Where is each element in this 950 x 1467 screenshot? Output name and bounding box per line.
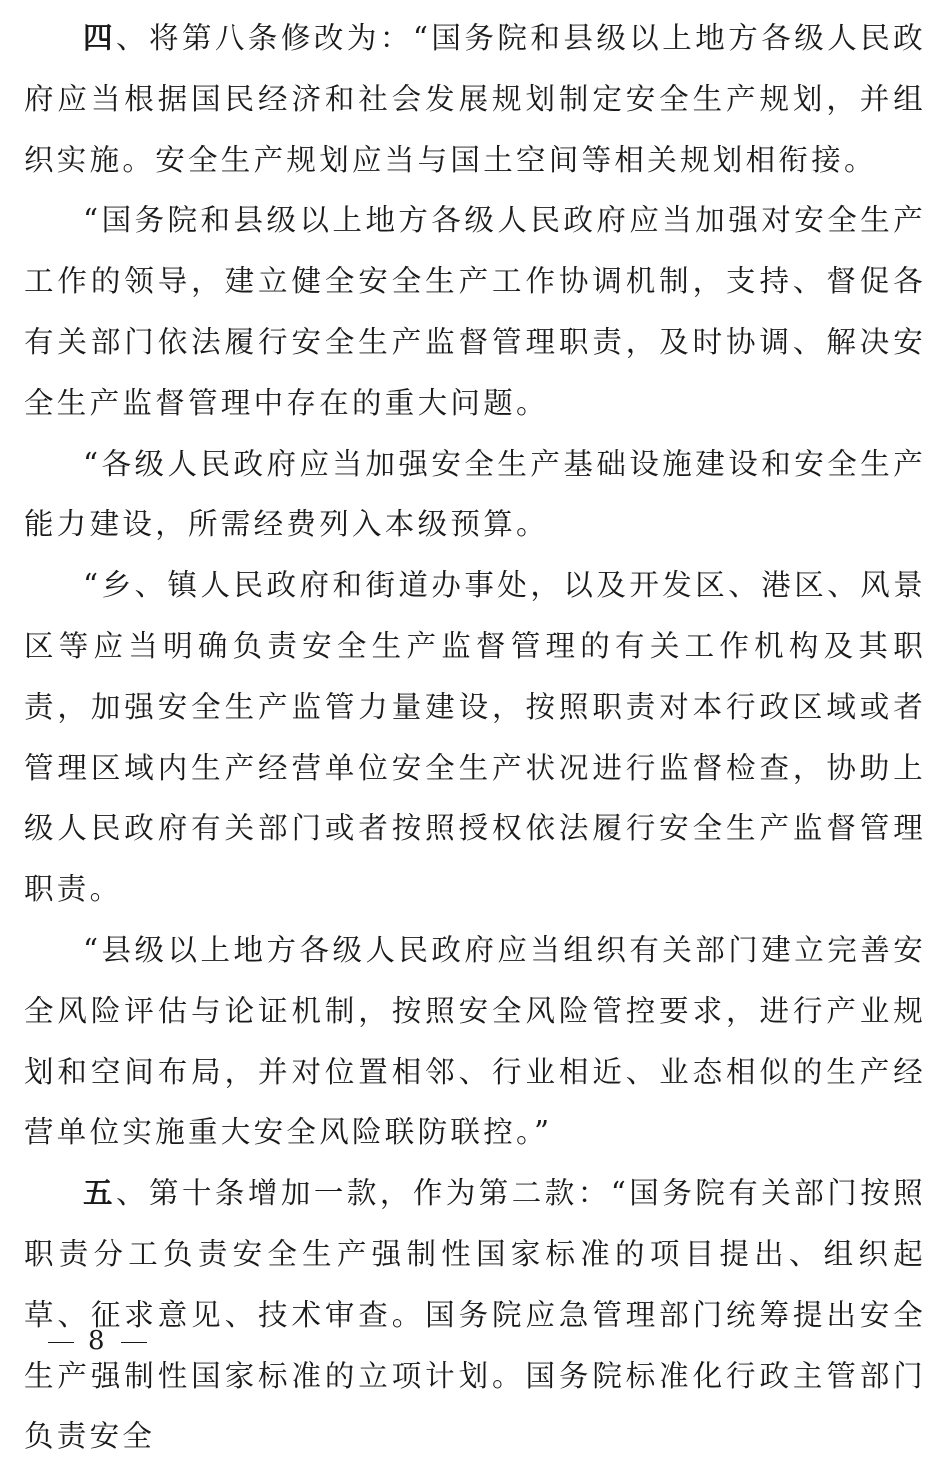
paragraph <box>24 190 926 433</box>
footer-dash-left <box>48 1342 74 1343</box>
paragraph-lead: 四 <box>83 21 116 55</box>
paragraph-lead: 五 <box>83 1176 116 1211</box>
page-footer <box>48 1326 147 1356</box>
paragraph-text: “各级人民政府应当加强安全生产基础设施建设和安全生产能力建设，所需经费列入本级预算。 <box>24 446 926 542</box>
footer-dash-right <box>121 1342 147 1343</box>
paragraph-text: “乡、镇人民政府和街道办事处，以及开发区、港区、风景区等应当明确负责安全生产监督管理的有关工作机构及其职责，加强安全生产监管力量建设，按照职责对本行政区域或者管理区域内生产经营单位安全生产状况进行监督检查，协助上级人民政府有关部门或者按照授权依法履行安全生产监督管理职责。 <box>24 568 926 907</box>
paragraph-text: “国务院和县级以上地方各级人民政府应当加强对安全生产工作的领导，建立健全安全生产工作协调机制，支持、督促各有关部门依法履行安全生产监督管理职责，及时协调、解决安全生产监督管理中存在的重大问题。 <box>24 203 926 420</box>
paragraph-text: 、第十条增加一款，作为第二款：“国务院有关部门按照职责分工负责安全生产强制性国家标准的项目提出、组织起草、征求意见、技术审查。国务院应急管理部门统筹提出安全生产强制性国家标准的立项计划。国务院标准化行政主管部门负责安全 <box>24 1176 926 1454</box>
paragraph-text: “县级以上地方各级人民政府应当组织有关部门建立完善安全风险评估与论证机制，按照安全风险管控要求，进行产业规划和空间布局，并对位置相邻、行业相近、业态相似的生产经营单位实施重大安全风险联防联控。” <box>24 932 926 1150</box>
document-body <box>24 0 926 1467</box>
paragraph <box>24 434 926 556</box>
paragraph-article-4 <box>24 8 926 190</box>
paragraph-article-5 <box>24 1163 926 1467</box>
paragraph-text: 、将第八条修改为：“国务院和县级以上地方各级人民政府应当根据国民经济和社会发展规划制定安全生产规划，并组织实施。安全生产规划应当与国土空间等相关规划相衔接。 <box>24 21 926 177</box>
page-number: 8 <box>88 1326 107 1356</box>
paragraph <box>24 555 926 920</box>
paragraph <box>24 920 926 1163</box>
